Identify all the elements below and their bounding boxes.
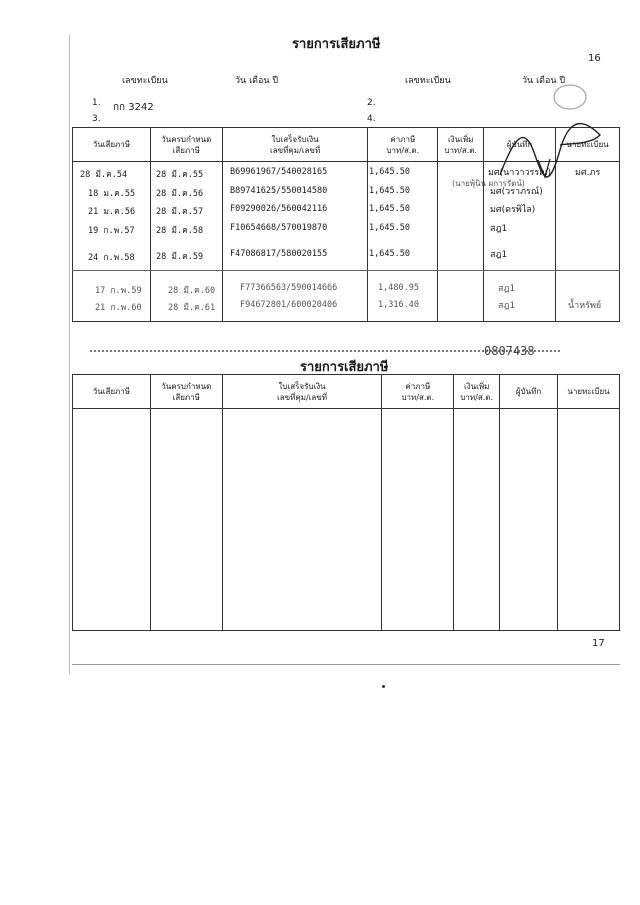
row-2-receipt: B89741625/550014580 xyxy=(230,186,328,196)
row-2-tax: 1,645.50 xyxy=(369,186,410,196)
row-3-recorder: มศ(ดรพิไล) xyxy=(490,205,536,215)
scan-speck xyxy=(382,685,385,688)
row-1-receipt: B69961967/540028165 xyxy=(230,167,328,177)
row-1-due: 28 มี.ค.55 xyxy=(156,170,204,180)
row-6-due: 28 มี.ค.60 xyxy=(168,286,216,296)
bottom-rule xyxy=(72,664,620,665)
top-header-paid: วันเสียภาษี xyxy=(73,128,151,162)
top-table-divider xyxy=(72,270,620,271)
bottom-header-recorder: ผู้บันทึก xyxy=(500,375,558,409)
row-3-paid: 21 ม.ค.56 xyxy=(88,207,136,217)
row-5-tax: 1,645.50 xyxy=(369,249,410,259)
row-7-due: 28 มี.ค.61 xyxy=(168,303,216,313)
row-7-recorder: สฎ1 xyxy=(498,301,516,311)
row-6-recorder: สฎ1 xyxy=(498,284,516,294)
top-header-registrar: นายทะเบียน xyxy=(556,128,620,162)
bottom-header-paid: วันเสียภาษี xyxy=(73,375,151,409)
stamp-circle xyxy=(550,82,590,112)
row-5-recorder: สฎ1 xyxy=(490,250,508,260)
row-7-tax: 1,316.40 xyxy=(378,300,419,310)
reg-label-left: เลขทะเบียน xyxy=(122,76,168,86)
entry-3-num: 3. xyxy=(92,114,101,124)
bottom-tax-table xyxy=(72,374,620,631)
scan-left-margin-line xyxy=(69,35,70,675)
entry-4-num: 4. xyxy=(367,114,376,124)
row-7-receipt: F94672801/600020406 xyxy=(240,300,338,310)
stamp-name: (นายพุ้นิน ผการรัตน์) xyxy=(452,179,525,188)
entry-2-num: 2. xyxy=(367,98,376,108)
row-3-receipt: F09290026/560042116 xyxy=(230,204,328,214)
row-2-due: 28 มี.ค.56 xyxy=(156,189,204,199)
top-header-extra: เงินเพิ่ม บาท/ส.ต. xyxy=(438,128,484,162)
row-7-registrar: น้ำหรัพย์ xyxy=(568,301,602,311)
date-label-left: วัน เดือน ปี xyxy=(235,76,279,86)
row-4-recorder: สฎ1 xyxy=(490,224,508,234)
row-4-receipt: F10654668/570019870 xyxy=(230,223,328,233)
row-6-receipt: F77366563/590014666 xyxy=(240,283,338,293)
bottom-header-registrar: นายทะเบียน xyxy=(558,375,620,409)
entry-1-value: กก 3242 xyxy=(113,102,154,113)
row-4-tax: 1,645.50 xyxy=(369,223,410,233)
date-label-right: วัน เดือน ปี xyxy=(522,76,566,86)
entry-1-num: 1. xyxy=(92,98,101,108)
bottom-header-extra: เงินเพิ่ม บาท/ส.ต. xyxy=(454,375,500,409)
row-4-paid: 19 ก.พ.57 xyxy=(88,226,135,236)
row-1-recorder: มศ(นาวาวรรณ) xyxy=(488,168,552,178)
row-5-receipt: F47086817/580020155 xyxy=(230,249,328,259)
row-5-paid: 24 ก.พ.58 xyxy=(88,253,135,263)
top-header-due: วันครบกำหนด เสียภาษี xyxy=(150,128,222,162)
serial-number: 0807438 xyxy=(484,344,535,358)
top-header-tax: ค่าภาษี บาท/ส.ต. xyxy=(368,128,438,162)
bottom-header-due: วันครบกำหนด เสียภาษี xyxy=(150,375,222,409)
row-3-due: 28 มี.ค.57 xyxy=(156,207,204,217)
row-7-paid: 21 ก.พ.60 xyxy=(95,303,142,313)
row-2-paid: 18 ม.ค.55 xyxy=(88,189,136,199)
row-1-paid: 28 มี.ค.54 xyxy=(80,170,128,180)
row-2-recorder: มศ(วราภรณ์) xyxy=(490,187,543,197)
row-1-registrar: มศ.ภร xyxy=(575,168,601,178)
bottom-header-receipt: ใบเสร็จรับเงิน เลขที่คุม/เลขที่ xyxy=(222,375,382,409)
bottom-header-tax: ค่าภาษี บาท/ส.ต. xyxy=(382,375,454,409)
row-1-tax: 1,645.50 xyxy=(369,167,410,177)
page-number-top: 16 xyxy=(588,53,601,64)
reg-label-right: เลขทะเบียน xyxy=(405,76,451,86)
row-6-tax: 1,480.95 xyxy=(378,283,419,293)
row-3-tax: 1,645.50 xyxy=(369,204,410,214)
top-section-title: รายการเสียภาษี xyxy=(292,37,381,52)
bottom-section-title: รายการเสียภาษี xyxy=(300,360,389,375)
top-header-recorder: ผู้บันทึก xyxy=(484,128,556,162)
top-header-receipt: ใบเสร็จรับเงิน เลขที่คุม/เลขที่ xyxy=(222,128,368,162)
row-6-paid: 17 ก.พ.59 xyxy=(95,286,142,296)
signature-scribble xyxy=(490,115,610,190)
page-number-bottom: 17 xyxy=(592,638,605,649)
row-4-due: 28 มี.ค.58 xyxy=(156,226,204,236)
row-5-due: 28 มี.ค.59 xyxy=(156,252,204,262)
